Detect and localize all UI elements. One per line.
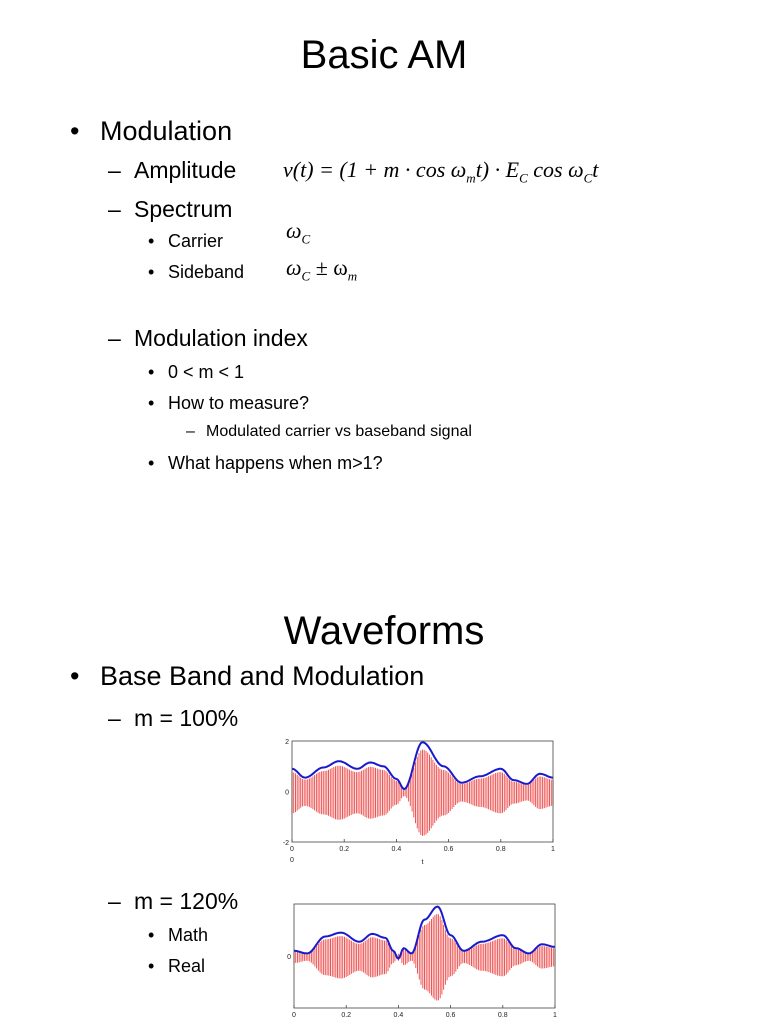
sideband-formula bbox=[286, 255, 357, 284]
y-tick-label: -2 bbox=[282, 840, 289, 847]
modulation-index-label: Modulation index bbox=[134, 325, 308, 351]
math-label: Math bbox=[168, 925, 209, 945]
m120-label: m = 120% bbox=[134, 888, 239, 914]
eq-part-mid2: cos ω bbox=[527, 157, 584, 182]
x-tick-label: 0.6 bbox=[445, 1012, 456, 1019]
omega-symbol: ω bbox=[286, 255, 302, 280]
x-tick-label: 1 bbox=[551, 846, 555, 853]
x-tick-label: 0.4 bbox=[391, 846, 402, 853]
dash-icon: – bbox=[108, 888, 121, 914]
spectrum-label: Spectrum bbox=[134, 196, 233, 222]
bullet-icon: • bbox=[148, 393, 155, 413]
bullet-icon: • bbox=[70, 661, 80, 691]
x-tick-label: 1 bbox=[553, 1012, 557, 1019]
x-tick-label-extra: 0 bbox=[290, 857, 294, 864]
eq-sub-c1: C bbox=[519, 170, 528, 186]
compare-label: Modulated carrier vs baseband signal bbox=[206, 423, 472, 440]
waveform-chart-m120 bbox=[280, 900, 565, 1024]
dash-icon: – bbox=[108, 705, 121, 731]
carrier-label: Carrier bbox=[168, 231, 224, 251]
x-tick-label: 0.8 bbox=[495, 846, 506, 853]
x-tick-label: 0.2 bbox=[339, 846, 350, 853]
range-label: 0 < m < 1 bbox=[168, 362, 245, 382]
x-tick-label: 0 bbox=[292, 1012, 296, 1019]
dash-icon: – bbox=[186, 423, 195, 440]
carrier-series bbox=[292, 750, 553, 836]
x-tick-label: 0.8 bbox=[497, 1012, 508, 1019]
y-tick-label: 0 bbox=[287, 954, 291, 961]
m100-label: m = 100% bbox=[134, 705, 239, 731]
baseband-heading: Base Band and Modulation bbox=[100, 661, 425, 691]
dash-icon: – bbox=[108, 157, 121, 183]
bullet-icon: • bbox=[70, 116, 80, 146]
formula-sub-c: C bbox=[301, 231, 311, 247]
y-tick-label: 0 bbox=[285, 789, 289, 797]
slide1-title: Basic AM bbox=[300, 33, 468, 77]
plus-minus-omega: ± ω bbox=[310, 255, 348, 280]
how-to-measure-label: How to measure? bbox=[168, 393, 310, 413]
formula-sub-c: C bbox=[301, 268, 311, 284]
eq-sub-m: m bbox=[466, 170, 476, 186]
x-axis-label: t bbox=[421, 859, 424, 866]
real-label: Real bbox=[168, 956, 206, 976]
slide2-title: Waveforms bbox=[283, 609, 485, 653]
x-tick-label: 0.6 bbox=[443, 846, 454, 853]
x-tick-label: 0 bbox=[290, 846, 294, 853]
eq-sub-c2: C bbox=[583, 170, 593, 186]
am-equation bbox=[283, 157, 598, 186]
bullet-icon: • bbox=[148, 262, 155, 282]
eq-part-mid: t) · E bbox=[475, 157, 520, 182]
carrier-series bbox=[294, 914, 555, 1000]
bullet-icon: • bbox=[148, 231, 155, 251]
bullet-icon: • bbox=[148, 362, 155, 382]
amplitude-label: Amplitude bbox=[134, 157, 237, 183]
dash-icon: – bbox=[108, 196, 121, 222]
modulation-heading: Modulation bbox=[100, 116, 233, 146]
waveform-chart-m100 bbox=[280, 736, 565, 868]
eq-part-end: t bbox=[592, 157, 599, 182]
bullet-icon: • bbox=[148, 453, 155, 473]
dash-icon: – bbox=[108, 325, 121, 351]
what-happens-label: What happens when m>1? bbox=[168, 453, 383, 473]
formula-sub-m: m bbox=[347, 268, 358, 284]
omega-symbol: ω bbox=[286, 218, 302, 243]
bullet-icon: • bbox=[148, 925, 155, 945]
sideband-label: Sideband bbox=[168, 262, 245, 282]
eq-part-lhs: v(t) = (1 + m · cos ω bbox=[283, 157, 467, 182]
carrier-formula bbox=[286, 218, 310, 247]
y-tick-label: 2 bbox=[285, 739, 289, 746]
bullet-icon: • bbox=[148, 956, 155, 976]
x-tick-label: 0.4 bbox=[393, 1012, 404, 1019]
x-tick-label: 0.2 bbox=[341, 1012, 352, 1019]
